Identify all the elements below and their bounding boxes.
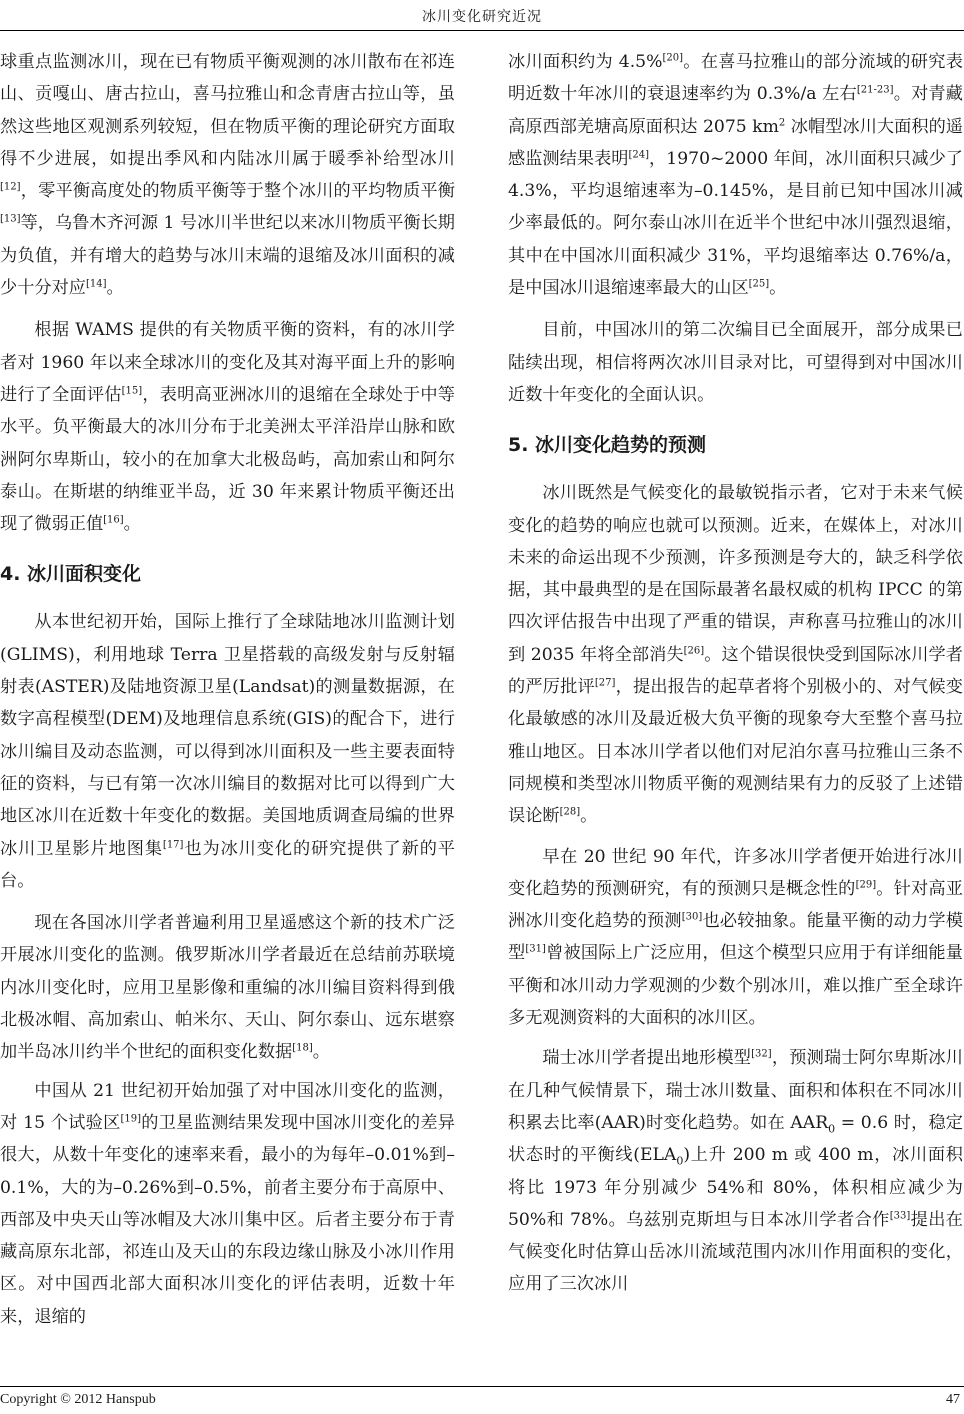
paragraph: 球重点监测冰川，现在已有物质平衡观测的冰川散布在祁连山、贡嘎山、唐古拉山，喜马拉雅山和念青唐古拉山等，虽然这些地区观测系列较短，但在物质平衡的理论研究方面取得不少进展，如提出季风和内陆冰川属于暖季补给型冰川[12]，零平衡高度处的物质平衡等于整个冰川的平均物质平衡[13]等，乌鲁木齐河源 1 号冰川半世纪以来冰川物质平衡长期为负值，并有增大的趋势与冰川末端的退缩及冰川面积的减少十分对应[14]。: [0, 52, 455, 299]
paragraph: 早在 20 世纪 90 年代，许多冰川学者便开始进行冰川变化趋势的预测研究，有的预测只是概念性的[29]。针对高亚洲冰川变化趋势的预测[30]也必较抽象。能量平衡的动力学模型[31]曾被国际上广泛应用，但这个模型只应用于有详细能量平衡和冰川动力学观测的少数个别冰川，难以推广至全球许多无观测资料的大面积的冰川区。: [508, 846, 963, 1029]
paragraph: 中国从 21 世纪初开始加强了对中国冰川变化的监测，对 15 个试验区[19]的卫星监测结果发现中国冰川变化的差异很大，从数十年变化的速率来看，最小的为每年–0.01%到–0.1%，大的为–0.26%到–0.5%，前者主要分布于高原中、西部及中央天山等冰帽及大冰川集中区。后者主要分布于青藏高原东北部，祁连山及天山的东段边缘山脉及小冰川作用区。对中国西北部大面积冰川变化的评估表明，近数十年来，退缩的: [0, 1080, 455, 1327]
section-heading-5: 5. 冰川变化趋势的预测: [508, 434, 707, 457]
right-column: [508, 46, 963, 1301]
running-header: 冰川变化研究近况: [422, 9, 542, 25]
paragraph: 现在各国冰川学者普遍利用卫星遥感这个新的技术广泛开展冰川变化的监测。俄罗斯冰川学者最近在总结前苏联境内冰川变化时，应用卫星影像和重编的冰川编目资料得到俄北极冰帽、高加索山、帕米尔、天山、阿尔泰山、远东堪察加半岛冰川约半个世纪的面积变化数据[18]。: [0, 913, 455, 1063]
paragraph: 冰川既然是气候变化的最敏锐指示者，它对于未来气候变化的趋势的响应也就可以预测。近来，在媒体上，对冰川未来的命运出现不少预测，许多预测是夸大的，缺乏科学依据，其中最典型的是在国际最著名最权威的机构 IPCC 的第四次评估报告中出现了严重的错误，声称喜马拉雅山的冰川到 2035 年将全部消失[26]。这个错误很快受到国际冰川学者的严厉批评[27]，提出报告的起草者将个别极小的、对气候变化最敏感的冰川及最近极大负平衡的现象夸大至整个喜马拉雅山地区。日本冰川学者以他们对尼泊尔喜马拉雅山三条不同规模和类型冰川物质平衡的观测结果有力的反驳了上述错误论断[28]。: [508, 483, 963, 827]
header-rule: [0, 30, 964, 31]
paragraph: 瑞士冰川学者提出地形模型[32]，预测瑞士阿尔卑斯冰川在几种气候情景下，瑞士冰川数量、面积和体积在不同冰川积累去比率(AAR)时变化趋势。如在 $AAR_0 = 0.6$ 时，稳定状态时的平衡线$(ELA_0)$上升 200 m 或 400 m，冰川面积将比 1973 年分别减少 54%和 80%，体积相应减少为 50%和 78%。乌兹别克斯坦与日本冰川学者合作[33]提出在气候变化时估算山岳冰川流域范围内冰川作用面积的变化，应用了三次冰川: [508, 1048, 963, 1295]
paragraph: 目前，中国冰川的第二次编目已全面展开，部分成果已陆续出现，相信将两次冰川目录对比，可望得到对中国冰川近数十年变化的全面认识。: [508, 320, 963, 405]
footer-rule: [0, 1386, 964, 1387]
paragraph: 从本世纪初开始，国际上推行了全球陆地冰川监测计划(GLIMS)，利用地球 Terra 卫星搭载的高级发射与反射辐射表(ASTER)及陆地资源卫星(Landsat)的测量数据源，在数字高程模型(DEM)及地理信息系统(GIS)的配合下，进行冰川编目及动态监测，可以得到冰川面积及一些主要表面特征的资料，与已有第一次冰川编目的数据对比可以得到广大地区冰川在近数十年变化的数据。美国地质调查局编的世界冰川卫星影片地图集[17]也为冰川变化的研究提供了新的平台。: [0, 612, 455, 891]
section-heading-4: 4. 冰川面积变化: [0, 563, 142, 586]
page-number: 47: [946, 1392, 960, 1407]
copyright: Copyright © 2012 Hanspub: [0, 1392, 156, 1407]
paragraph: 冰川面积约为 4.5%[20]。在喜马拉雅山的部分流域的研究表明近数十年冰川的衰退速率约为 0.3%/a 左右[21-23]。对青藏高原西部羌塘高原面积达 2075 $km^2$ 冰帽型冰川大面积的遥感监测结果表明[24]，1970~2000 年间，冰川面积只减少了 4.3%，平均退缩速率为–0.145%，是目前已知中国冰川减少率最低的。阿尔泰山冰川在近半个世纪中冰川强烈退缩，其中在中国冰川面积减少 31%，平均退缩率达 0.76%/a，是中国冰川退缩速率最大的山区[25]。: [508, 52, 963, 299]
paragraph: 根据 WAMS 提供的有关物质平衡的资料，有的冰川学者对 1960 年以来全球冰川的变化及其对海平面上升的影响进行了全面评估[15]，表明高亚洲冰川的退缩在全球处于中等水平。负平衡最大的冰川分布于北美洲太平洋沿岸山脉和欧洲阿尔卑斯山，较小的在加拿大北极岛屿，高加索山和阿尔泰山。在斯堪的纳维亚半岛，近 30 年来累计物质平衡还出现了微弱正值[16]。: [0, 320, 455, 535]
left-column: [0, 46, 455, 1333]
